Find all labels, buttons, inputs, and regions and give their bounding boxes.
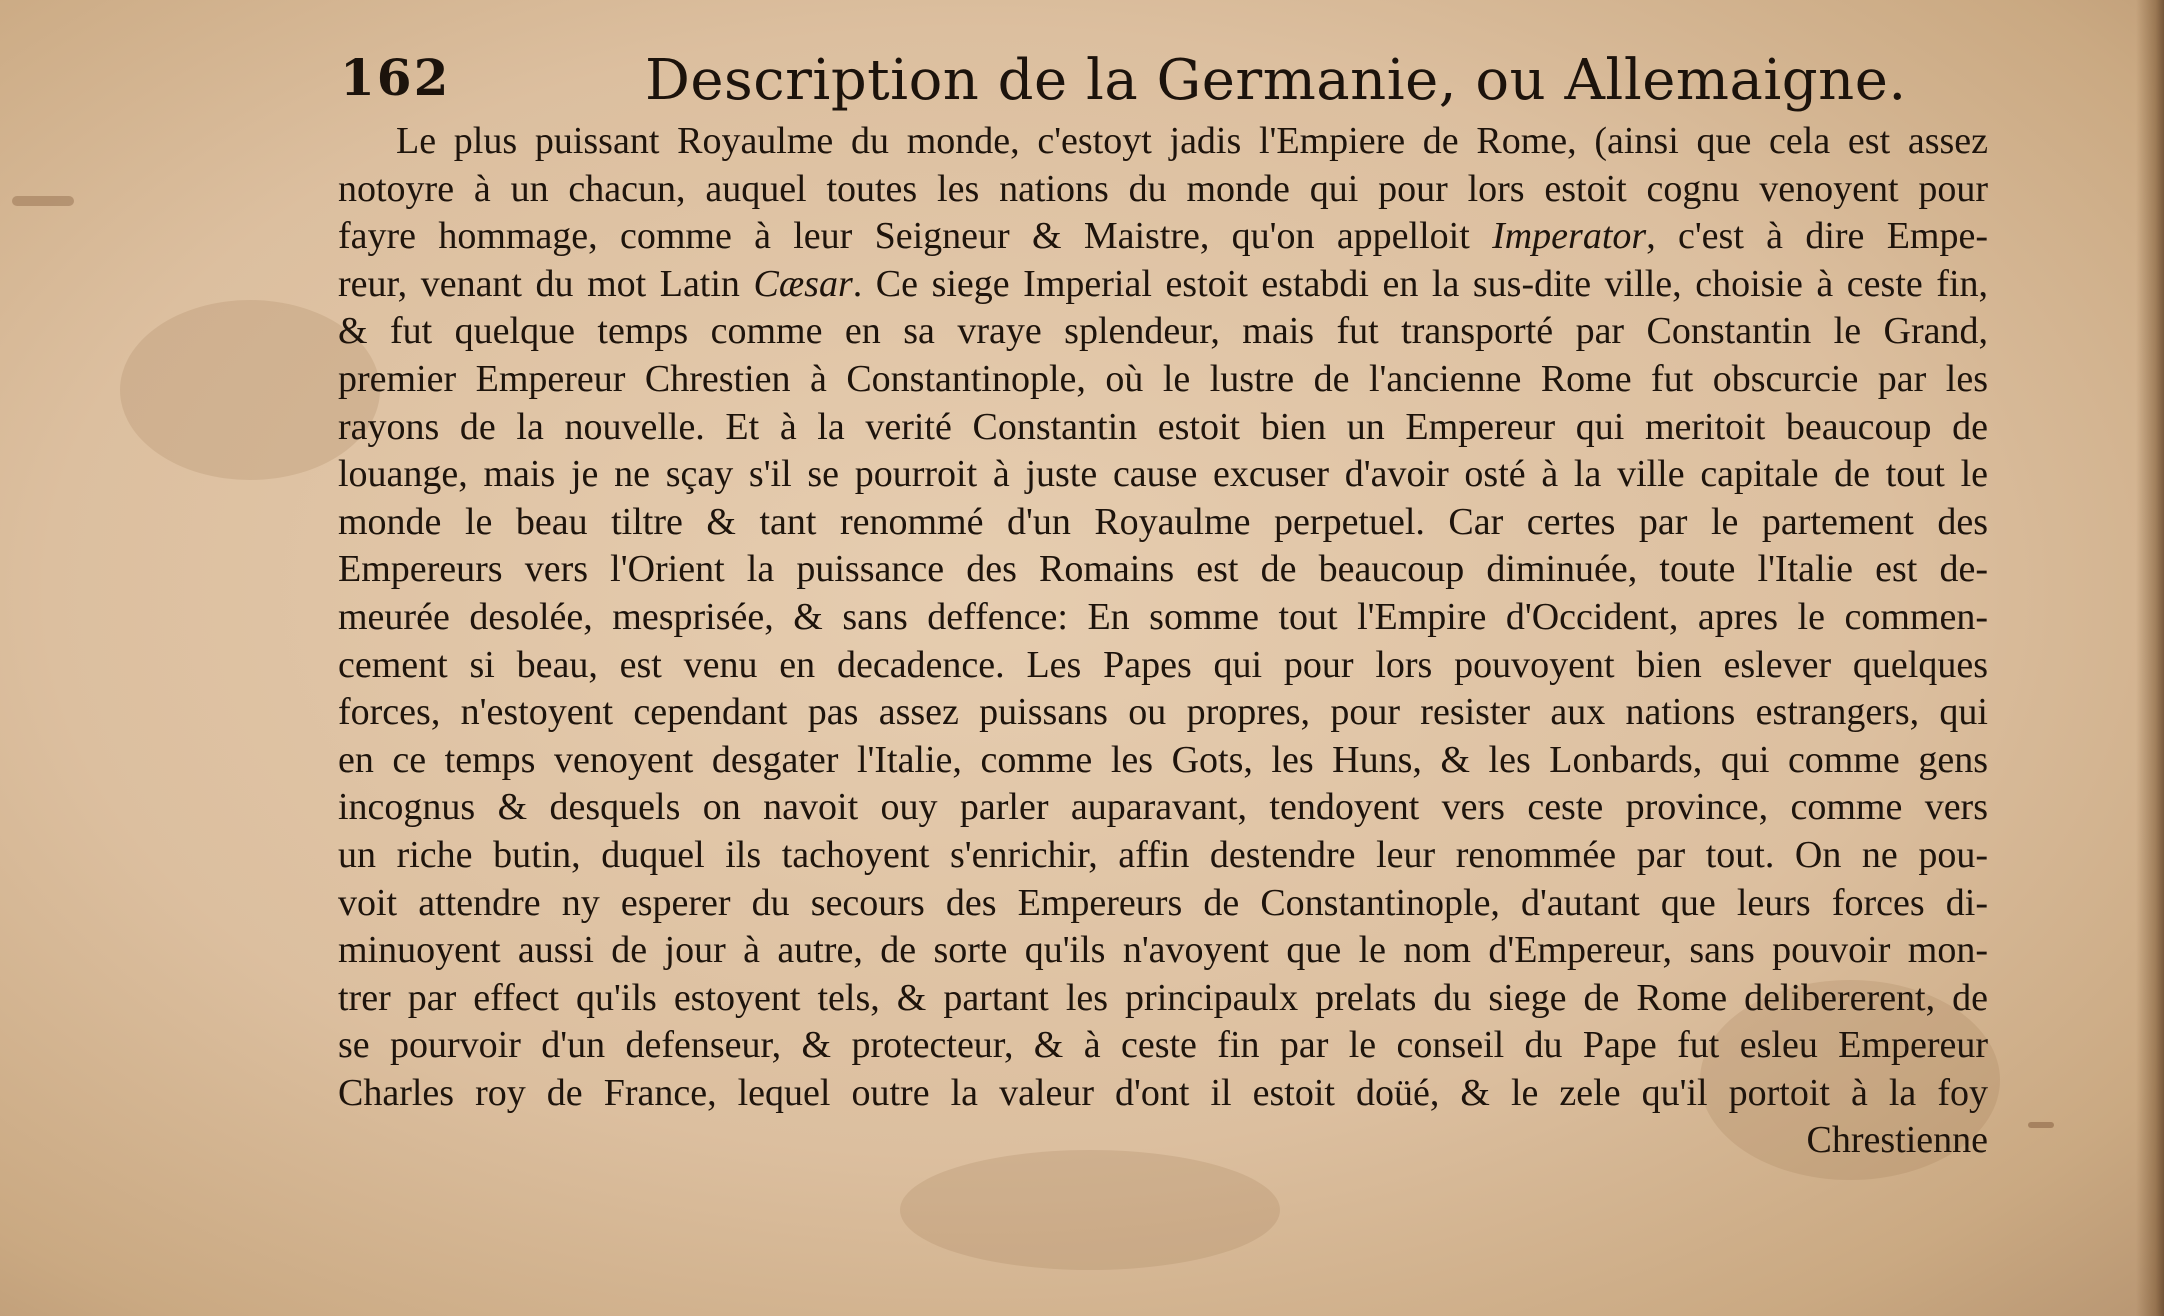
running-title: Description de la Germanie, ou Allemaigne. [645, 48, 1907, 113]
text-line: Le plus puissant Royaulme du monde, c'estoyt jadis l'Empiere de Rome, (ainsi que cela est assez [396, 120, 1988, 162]
text-line: Charles roy de France, lequel outre la valeur d'ont il estoit doüé, & le zele qu'il portoit à la foy [338, 1071, 1988, 1114]
text-line: trer par effect qu'ils estoyent tels, & partant les principaulx prelats du siege de Rome delibererent, de [338, 976, 1988, 1019]
margin-ink-mark [12, 196, 74, 206]
text-line: se pourvoir d'un defenseur, & protecteur, & à ceste fin par le conseil du Pape fut esleu Empereur [338, 1024, 1988, 1067]
text-line: & fut quelque temps comme en sa vraye splendeur, mais fut transporté par Constantin le Grand, [338, 310, 1988, 353]
text-segment: . Ce siege Imperial estoit estabdi en la sus-dite ville, choisie à ceste fin, [852, 262, 1988, 305]
text-line: en ce temps venoyent desgater l'Italie, comme les Gots, les Huns, & les Lonbards, qui comme gens [338, 738, 1988, 781]
paper-stain [900, 1150, 1280, 1270]
text-line: incognus & desquels on navoit ouy parler auparavant, tendoyent vers ceste province, comme vers [338, 786, 1988, 829]
text-line [338, 261, 1988, 309]
text-line: notoyre à un chacun, auquel toutes les nations du monde qui pour lors estoit cognu venoyent pour [338, 167, 1988, 210]
text-segment: fayre hommage, comme à leur Seigneur & Maistre, qu'on appelloit [338, 215, 1470, 258]
text-line: voit attendre ny esperer du secours des Empereurs de Constantinople, d'autant que leurs forces di- [338, 881, 1988, 924]
text-line: rayons de la nouvelle. Et à la verité Constantin estoit bien un Empereur qui meritoit beaucoup de [338, 405, 1988, 448]
text-line [338, 213, 1988, 261]
italic-term: Cæsar [753, 262, 853, 305]
text-line: Empereurs vers l'Orient la puissance des Romains est de beaucoup diminuée, toute l'Italie est de- [338, 548, 1988, 591]
page-header [340, 40, 2000, 120]
text-line: cement si beau, est venu en decadence. Les Papes qui pour lors pouvoyent bien eslever quelques [338, 643, 1988, 686]
text-line: forces, n'estoyent cependant pas assez puissans ou propres, pour resister aux nations estrangers, qui [338, 691, 1988, 734]
margin-ink-mark [2028, 1122, 2054, 1128]
text-line: meurée desolée, mesprisée, & sans deffence: En somme tout l'Empire d'Occident, apres le commen- [338, 595, 1988, 638]
text-line: louange, mais je ne sçay s'il se pourroit à juste cause excuser d'avoir osté à la ville capitale de tout le [338, 453, 1988, 496]
text-line: un riche butin, duquel ils tachoyent s'enrichir, affin destendre leur renommée par tout. On ne pou- [338, 833, 1988, 876]
catchword: Chrestienne [1806, 1119, 1988, 1162]
text-line: monde le beau tiltre & tant renommé d'un Royaulme perpetuel. Car certes par le partement des [338, 500, 1988, 543]
body-text [338, 118, 1988, 1165]
page-edge-shadow [2136, 0, 2164, 1316]
italic-term: Imperator [1492, 215, 1647, 258]
text-segment: reur, venant du mot Latin [338, 262, 740, 305]
text-segment: , c'est à dire Empe- [1646, 215, 1988, 258]
text-line: premier Empereur Chrestien à Constantinople, où le lustre de l'ancienne Rome fut obscurcie par les [338, 357, 1988, 400]
text-line: minuoyent aussi de jour à autre, de sorte qu'ils n'avoyent que le nom d'Empereur, sans pouvoir mon- [338, 929, 1988, 972]
page-number: 162 [340, 48, 451, 107]
